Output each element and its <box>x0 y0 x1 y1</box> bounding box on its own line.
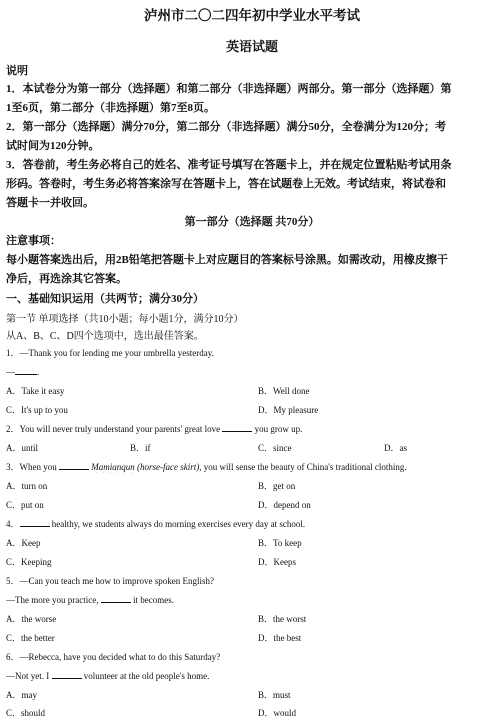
q2-option-d: D．as <box>384 443 407 453</box>
notes-line-1: 每小题答案选出后，用2B铅笔把答题卡上对应题目的答案标号涂黑。如需改动，用橡皮擦干 <box>6 254 448 266</box>
q3-stem <box>6 460 498 473</box>
q3-italic-gloss: (horse-face skirt) <box>137 462 200 472</box>
q5-option-d: D．the best <box>258 633 302 643</box>
q3-stem-part-a: 3．When you <box>6 462 57 472</box>
q1-reply-dash: — <box>6 367 15 377</box>
q1-stem: 1．—Thank you for lending me your umbrella yesterday. <box>6 348 214 358</box>
notes-line-2: 净后，再选涂其它答案。 <box>6 273 127 285</box>
q3-option-d: D．depend on <box>258 500 311 510</box>
instruction-line-3: 2．第一部分（选择题）满分70分，第二部分（非选择题）满分50分，全卷满分为120分；考 <box>6 121 446 133</box>
q1-option-c: C．It's up to you <box>6 405 68 415</box>
q4-stem-part-b: healthy, we students always do morning exercises every day at school. <box>51 519 306 529</box>
q6-option-a: A．may <box>6 690 37 700</box>
answer-blank <box>101 593 131 603</box>
q6-name: Rebecca <box>28 652 59 662</box>
part1-heading: 第一部分（选择题 共70分） <box>184 216 320 228</box>
q2-option-c: C．since <box>258 443 292 453</box>
q2-option-b: B．if <box>130 443 151 453</box>
answer-blank <box>20 517 50 527</box>
section-heading: 一、基础知识运用（共两节；满分30分） <box>6 293 204 305</box>
q5-reply-part-b: it becomes. <box>132 595 174 605</box>
q5-option-c: C．the better <box>6 633 55 643</box>
instruction-line-4: 试时间为120分钟。 <box>6 140 100 152</box>
q4-option-d: D．Keeps <box>258 557 296 567</box>
instruction-line-2: 1至6页，第二部分（非选择题）第7至8页。 <box>6 102 215 114</box>
q3-option-b: B．get on <box>258 481 296 491</box>
exam-subtitle: 英语试题 <box>225 39 278 54</box>
q1-option-b: B．Well done <box>258 386 310 396</box>
q5-reply <box>6 593 498 605</box>
q1-option-d: D．My pleasure <box>258 405 319 415</box>
q4-option-b: B．To keep <box>258 538 302 548</box>
q6-stem-part-a: 6．— <box>6 652 29 662</box>
q4-option-c: C．Keeping <box>6 557 52 567</box>
q4-stem-part-a: 4． <box>6 519 20 529</box>
q5-option-a: A．the worse <box>6 614 57 624</box>
q2-stem-part-a: 2．You will never truly understand your parents' great love <box>6 424 221 434</box>
direction-text: 从A、B、C、D四个选项中，选出最佳答案。 <box>6 331 204 342</box>
q6-option-d: D．would <box>258 708 296 718</box>
q3-option-a: A．turn on <box>6 481 48 491</box>
instruction-line-7: 答题卡一并收回。 <box>6 197 94 209</box>
exam-title: 泸州市二〇二四年初中学业水平考试 <box>144 8 360 23</box>
answer-blank <box>52 669 82 679</box>
answer-blank <box>15 365 37 375</box>
q1-reply: — . <box>6 367 40 377</box>
q3-stem-part-b: , you will sense the beauty of China's traditional clothing. <box>199 462 407 472</box>
q6-reply-part-b: volunteer at the old people's home. <box>83 671 210 681</box>
q1-option-a: A．Take it easy <box>6 386 65 396</box>
instruction-line-5: 3．答卷前，考生务必将自己的姓名、准考证号填写在答题卡上，并在规定位置粘贴考试用条 <box>6 159 452 171</box>
q5-stem: 5．—Can you teach me how to improve spoken English? <box>6 576 214 586</box>
q3-option-c: C．put on <box>6 500 44 510</box>
answer-blank <box>59 460 89 470</box>
answer-blank <box>222 422 252 432</box>
instruction-line-6: 形码。答卷时，考生务必将答案涂写在答题卡上，答在试题卷上无效。考试结束，将试卷和 <box>6 178 446 190</box>
q2-stem-part-b: you grow up. <box>254 424 303 434</box>
q4-option-a: A．Keep <box>6 538 41 548</box>
q5-option-b: B．the worst <box>258 614 307 624</box>
q5-reply-part-a: —The more you practice, <box>6 595 99 605</box>
q6-stem <box>6 650 498 663</box>
instructions-heading: 说明 <box>6 65 28 77</box>
q6-option-c: C．should <box>6 708 46 718</box>
q6-stem-part-b: , have you decided what to do this Saturday? <box>59 652 221 662</box>
subsection-heading: 第一节 单项选择（共10小题；每小题1分，满分10分） <box>6 314 244 325</box>
q4-stem <box>6 517 498 530</box>
q6-reply-part-a: —Not yet. I <box>6 671 50 681</box>
q6-option-b: B．must <box>258 690 291 700</box>
q3-italic-term: Mamianqun <box>91 462 135 472</box>
notes-heading: 注意事项： <box>6 235 61 247</box>
q6-reply <box>6 669 498 681</box>
q2-stem <box>6 422 498 435</box>
instruction-line-1: 1．本试卷分为第一部分（选择题）和第二部分（非选择题）两部分。第一部分（选择题）第 <box>6 83 452 95</box>
q2-option-a: A．until <box>6 443 39 453</box>
